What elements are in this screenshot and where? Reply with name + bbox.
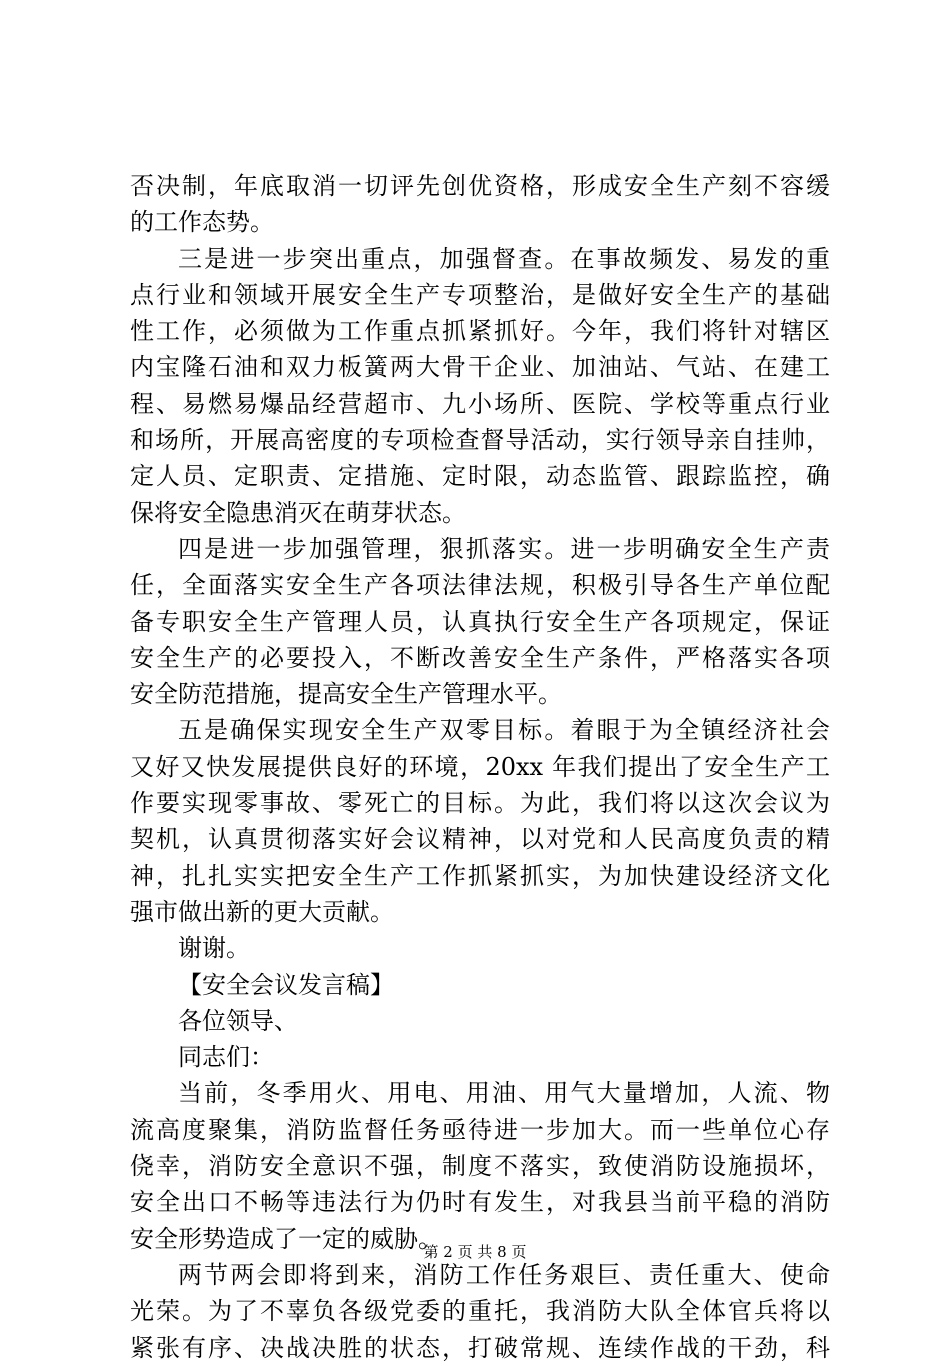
text-line: 契机，认真贯彻落实好会议精神，以对党和人民高度负责的精 (130, 825, 830, 854)
text-line: 安全形势造成了一定的威胁。 (130, 1224, 442, 1253)
text-line: 定人员、定职责、定措施、定时限，动态监管、跟踪监控，确 (130, 462, 830, 491)
paragraph-start-line: 当前，冬季用火、用电、用油、用气大量增加，人流、物 (178, 1079, 830, 1108)
salutation-line: 各位领导、 (178, 1006, 298, 1035)
text-line: 备专职安全生产管理人员，认真执行安全生产各项规定，保证 (130, 607, 830, 636)
text-line: 点行业和领域开展安全生产专项整治，是做好安全生产的基础 (130, 280, 830, 309)
text-line: 强市做出新的更大贡献。 (130, 897, 394, 926)
text-line: 又好又快发展提供良好的环境，20xx 年我们提出了安全生产工 (130, 752, 830, 781)
text-line: 的工作态势。 (130, 208, 274, 237)
salutation-line: 同志们： (178, 1043, 274, 1072)
closing-thanks: 谢谢。 (178, 934, 250, 963)
text-line: 作要实现零事故、零死亡的目标。为此，我们将以这次会议为 (130, 789, 830, 818)
document-body (130, 168, 830, 1366)
text-line: 否决制，年底取消一切评先创优资格，形成安全生产刻不容缓 (130, 172, 830, 200)
text-line: 安全生产的必要投入，不断改善安全生产条件，严格落实各项 (130, 643, 830, 672)
paragraph-start-line: 五是确保实现安全生产双零目标。着眼于为全镇经济社会 (178, 716, 830, 745)
text-line: 保将安全隐患消灭在萌芽状态。 (130, 498, 466, 527)
text-line: 性工作，必须做为工作重点抓紧抓好。今年，我们将针对辖区 (130, 317, 830, 346)
text-line: 任，全面落实安全生产各项法律法规，积极引导各生产单位配 (130, 571, 830, 600)
text-line: 安全出口不畅等违法行为仍时有发生，对我县当前平稳的消防 (130, 1188, 830, 1217)
text-line: 紧张有序、决战决胜的状态，打破常规、连续作战的干劲，科 (130, 1333, 830, 1362)
text-line: 侥幸，消防安全意识不强，制度不落实，致使消防设施损坏， (130, 1152, 830, 1181)
paragraph-start-line: 三是进一步突出重点，加强督查。在事故频发、易发的重 (178, 244, 830, 273)
paragraph-start-line: 四是进一步加强管理，狠抓落实。进一步明确安全生产责 (178, 534, 830, 563)
text-line: 流高度聚集，消防监督任务亟待进一步加大。而一些单位心存 (130, 1115, 830, 1144)
paragraph-start-line: 两节两会即将到来，消防工作任务艰巨、责任重大、使命 (178, 1260, 830, 1289)
text-line: 内宝隆石油和双力板簧两大骨干企业、加油站、气站、在建工 (130, 353, 830, 382)
text-line: 光荣。为了不辜负各级党委的重托，我消防大队全体官兵将以 (130, 1297, 830, 1326)
text-line: 安全防范措施，提高安全生产管理水平。 (130, 680, 562, 709)
text-line: 神，扎扎实实把安全生产工作抓紧抓实，为加快建设经济文化 (130, 861, 830, 890)
text-line: 和场所，开展高密度的专项检查督导活动，实行领导亲自挂帅， (130, 426, 830, 455)
section-heading: 【安全会议发言稿】 (178, 970, 394, 999)
text-line: 程、易燃易爆品经营超市、九小场所、医院、学校等重点行业 (130, 389, 830, 418)
page-number-footer: 第 2 页 共 8 页 (423, 1243, 527, 1261)
